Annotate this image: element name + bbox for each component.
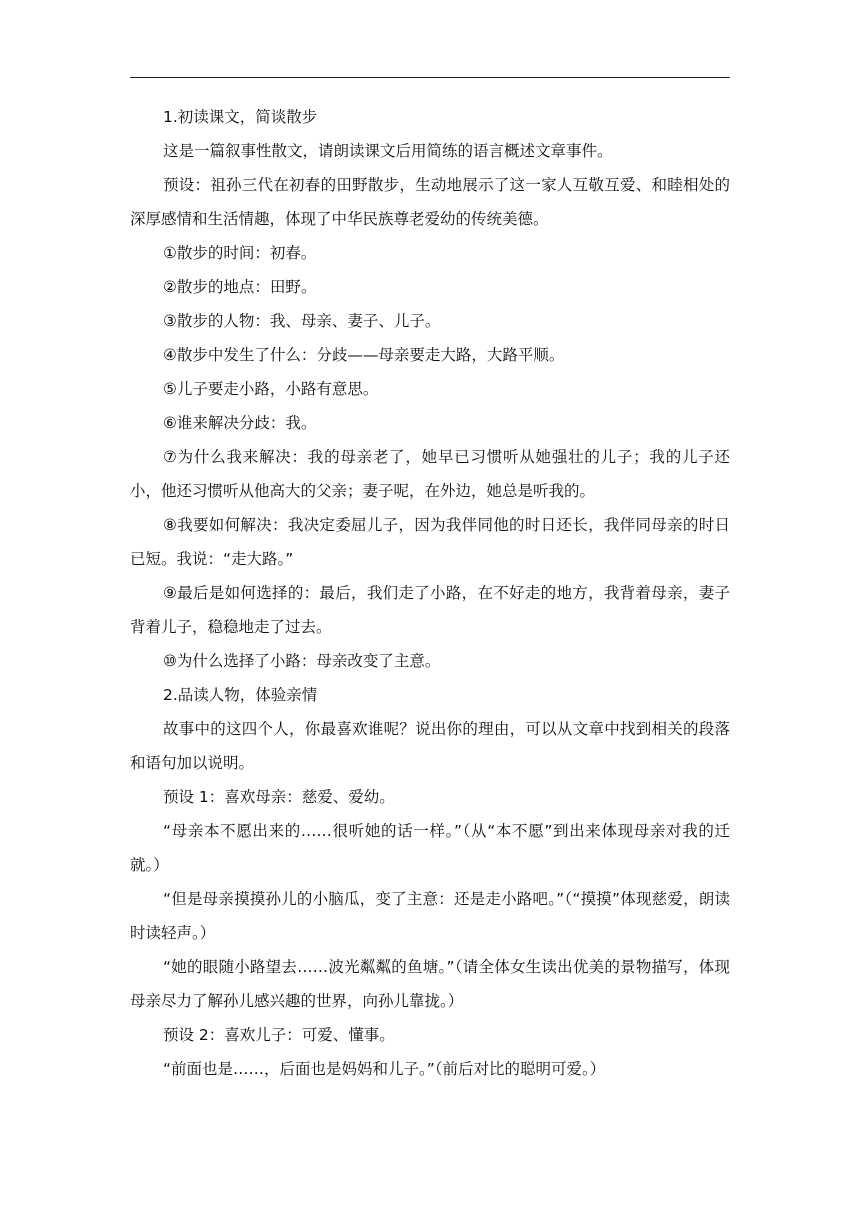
list-item-people: ③散步的人物：我、母亲、妻子、儿子。 xyxy=(163,312,441,330)
section-heading-1: 1.初读课文，简谈散步 xyxy=(163,108,318,126)
quote-mother-1: “母亲本不愿出来的……很听她的话一样。”（从“本不愿”到出来体现母亲对我的迁就。） xyxy=(130,822,730,874)
quote-son-1: “前面也是……，后面也是妈妈和儿子。”（前后对比的聪明可爱。） xyxy=(163,1060,606,1078)
quote-mother-3: “她的眼随小路望去……波光粼粼的鱼塘。”（请全体女生读出优美的景物描写，体现母亲尽力了解孙儿感兴趣的世界，向孙儿靠拢。） xyxy=(130,958,730,1010)
paragraph-question: 故事中的这四个人，你最喜欢谁呢？说出你的理由，可以从文章中找到相关的段落和语句加以说明。 xyxy=(130,720,730,772)
document-body xyxy=(130,100,730,1086)
paragraph-preset: 预设：祖孙三代在初春的田野散步，生动地展示了这一家人互敬互爱、和睦相处的深厚感情和生活情趣，体现了中华民族尊老爱幼的传统美德。 xyxy=(130,176,730,228)
paragraph-task: 这是一篇叙事性散文，请朗读课文后用简练的语言概述文章事件。 xyxy=(163,142,613,160)
list-item-event: ④散步中发生了什么：分歧——母亲要走大路，大路平顺。 xyxy=(163,346,565,364)
section-heading-2: 2.品读人物，体验亲情 xyxy=(163,686,318,704)
list-item-final-choice: ⑨最后是如何选择的：最后，我们走了小路，在不好走的地方，我背着母亲，妻子背着儿子，稳稳地走了过去。 xyxy=(130,584,730,636)
list-item-why-small-road: ⑩为什么选择了小路：母亲改变了主意。 xyxy=(163,652,441,670)
preset-2-heading: 预设 2：喜欢儿子：可爱、懂事。 xyxy=(163,1026,395,1044)
list-item-son: ⑤儿子要走小路，小路有意思。 xyxy=(163,380,379,398)
list-item-how: ⑧我要如何解决：我决定委屈儿子，因为我伴同他的时日还长，我伴同母亲的时日已短。我说：“走大路。” xyxy=(130,516,730,568)
list-item-place: ②散步的地点：田野。 xyxy=(163,278,317,296)
list-item-resolver: ⑥谁来解决分歧：我。 xyxy=(163,414,317,432)
preset-1-heading: 预设 1：喜欢母亲：慈爱、爱幼。 xyxy=(163,788,395,806)
list-item-why-me: ⑦为什么我来解决：我的母亲老了，她早已习惯听从她强壮的儿子；我的儿子还小，他还习惯听从他高大的父亲；妻子呢，在外边，她总是听我的。 xyxy=(130,448,730,500)
quote-mother-2: “但是母亲摸摸孙儿的小脑瓜，变了主意：还是走小路吧。”（“摸摸”体现慈爱，朗读时读轻声。） xyxy=(130,890,730,942)
header-rule xyxy=(130,77,730,78)
list-item-time: ①散步的时间：初春。 xyxy=(163,244,317,262)
